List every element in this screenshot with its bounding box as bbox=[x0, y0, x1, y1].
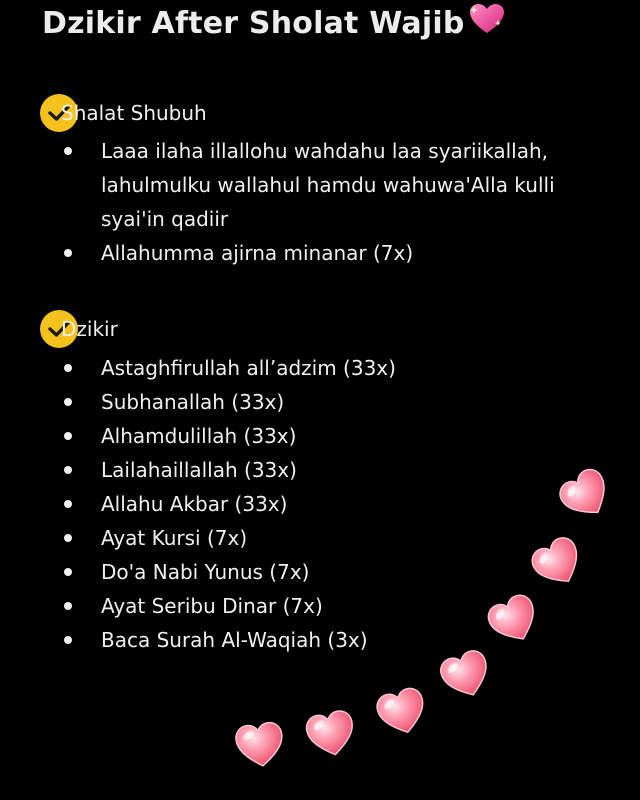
bullet-icon bbox=[64, 249, 72, 257]
list-item bbox=[0, 589, 571, 623]
page-title-text: Dzikir After Sholat Wajib bbox=[42, 6, 465, 41]
list-item bbox=[0, 623, 571, 657]
list-item bbox=[0, 419, 571, 453]
bullet-icon bbox=[64, 466, 72, 474]
list-item bbox=[0, 385, 571, 419]
bullet-icon bbox=[64, 364, 72, 372]
list-item-text: Astaghfirullah all’adzim (33x) bbox=[101, 356, 396, 380]
list-item bbox=[0, 236, 571, 270]
list-item bbox=[0, 134, 571, 236]
list-item-text: Subhanallah (33x) bbox=[101, 390, 285, 414]
list-item bbox=[0, 521, 571, 555]
sparkling-heart-icon bbox=[467, 2, 507, 44]
bullet-icon bbox=[64, 500, 72, 508]
page-title bbox=[42, 2, 507, 44]
list-item-text: Alhamdulillah (33x) bbox=[101, 424, 297, 448]
bullet-icon bbox=[64, 432, 72, 440]
bullet-icon bbox=[64, 602, 72, 610]
list-item-text: Laaa ilaha illallohu wahdahu laa syariikallah, lahulmulku wallahul hamdu wahuwa'Alla kulli syai'in qadiir bbox=[101, 139, 555, 231]
list-item-text: Ayat Seribu Dinar (7x) bbox=[101, 594, 323, 618]
list-item bbox=[0, 351, 571, 385]
list-item bbox=[0, 487, 571, 521]
bullet-icon bbox=[64, 147, 72, 155]
section-title: Shalat Shubuh bbox=[61, 101, 207, 125]
heart-icon bbox=[234, 721, 285, 769]
bullet-icon bbox=[64, 534, 72, 542]
list-item-text: Ayat Kursi (7x) bbox=[101, 526, 248, 550]
list-item bbox=[0, 453, 571, 487]
list-item-text: Allahumma ajirna minanar (7x) bbox=[101, 241, 414, 265]
bullet-icon bbox=[64, 568, 72, 576]
heart-icon bbox=[304, 709, 358, 760]
list-item-text: Lailahaillallah (33x) bbox=[101, 458, 297, 482]
list-item bbox=[0, 555, 571, 589]
section-title: Dzikir bbox=[61, 317, 118, 341]
bullet-icon bbox=[64, 636, 72, 644]
bullet-icon bbox=[64, 398, 72, 406]
list-item-text: Baca Surah Al-Waqiah (3x) bbox=[101, 628, 368, 652]
list bbox=[0, 351, 571, 657]
heart-icon bbox=[374, 685, 430, 738]
list-item-text: Do'a Nabi Yunus (7x) bbox=[101, 560, 310, 584]
list bbox=[0, 134, 571, 270]
list-item-text: Allahu Akbar (33x) bbox=[101, 492, 288, 516]
